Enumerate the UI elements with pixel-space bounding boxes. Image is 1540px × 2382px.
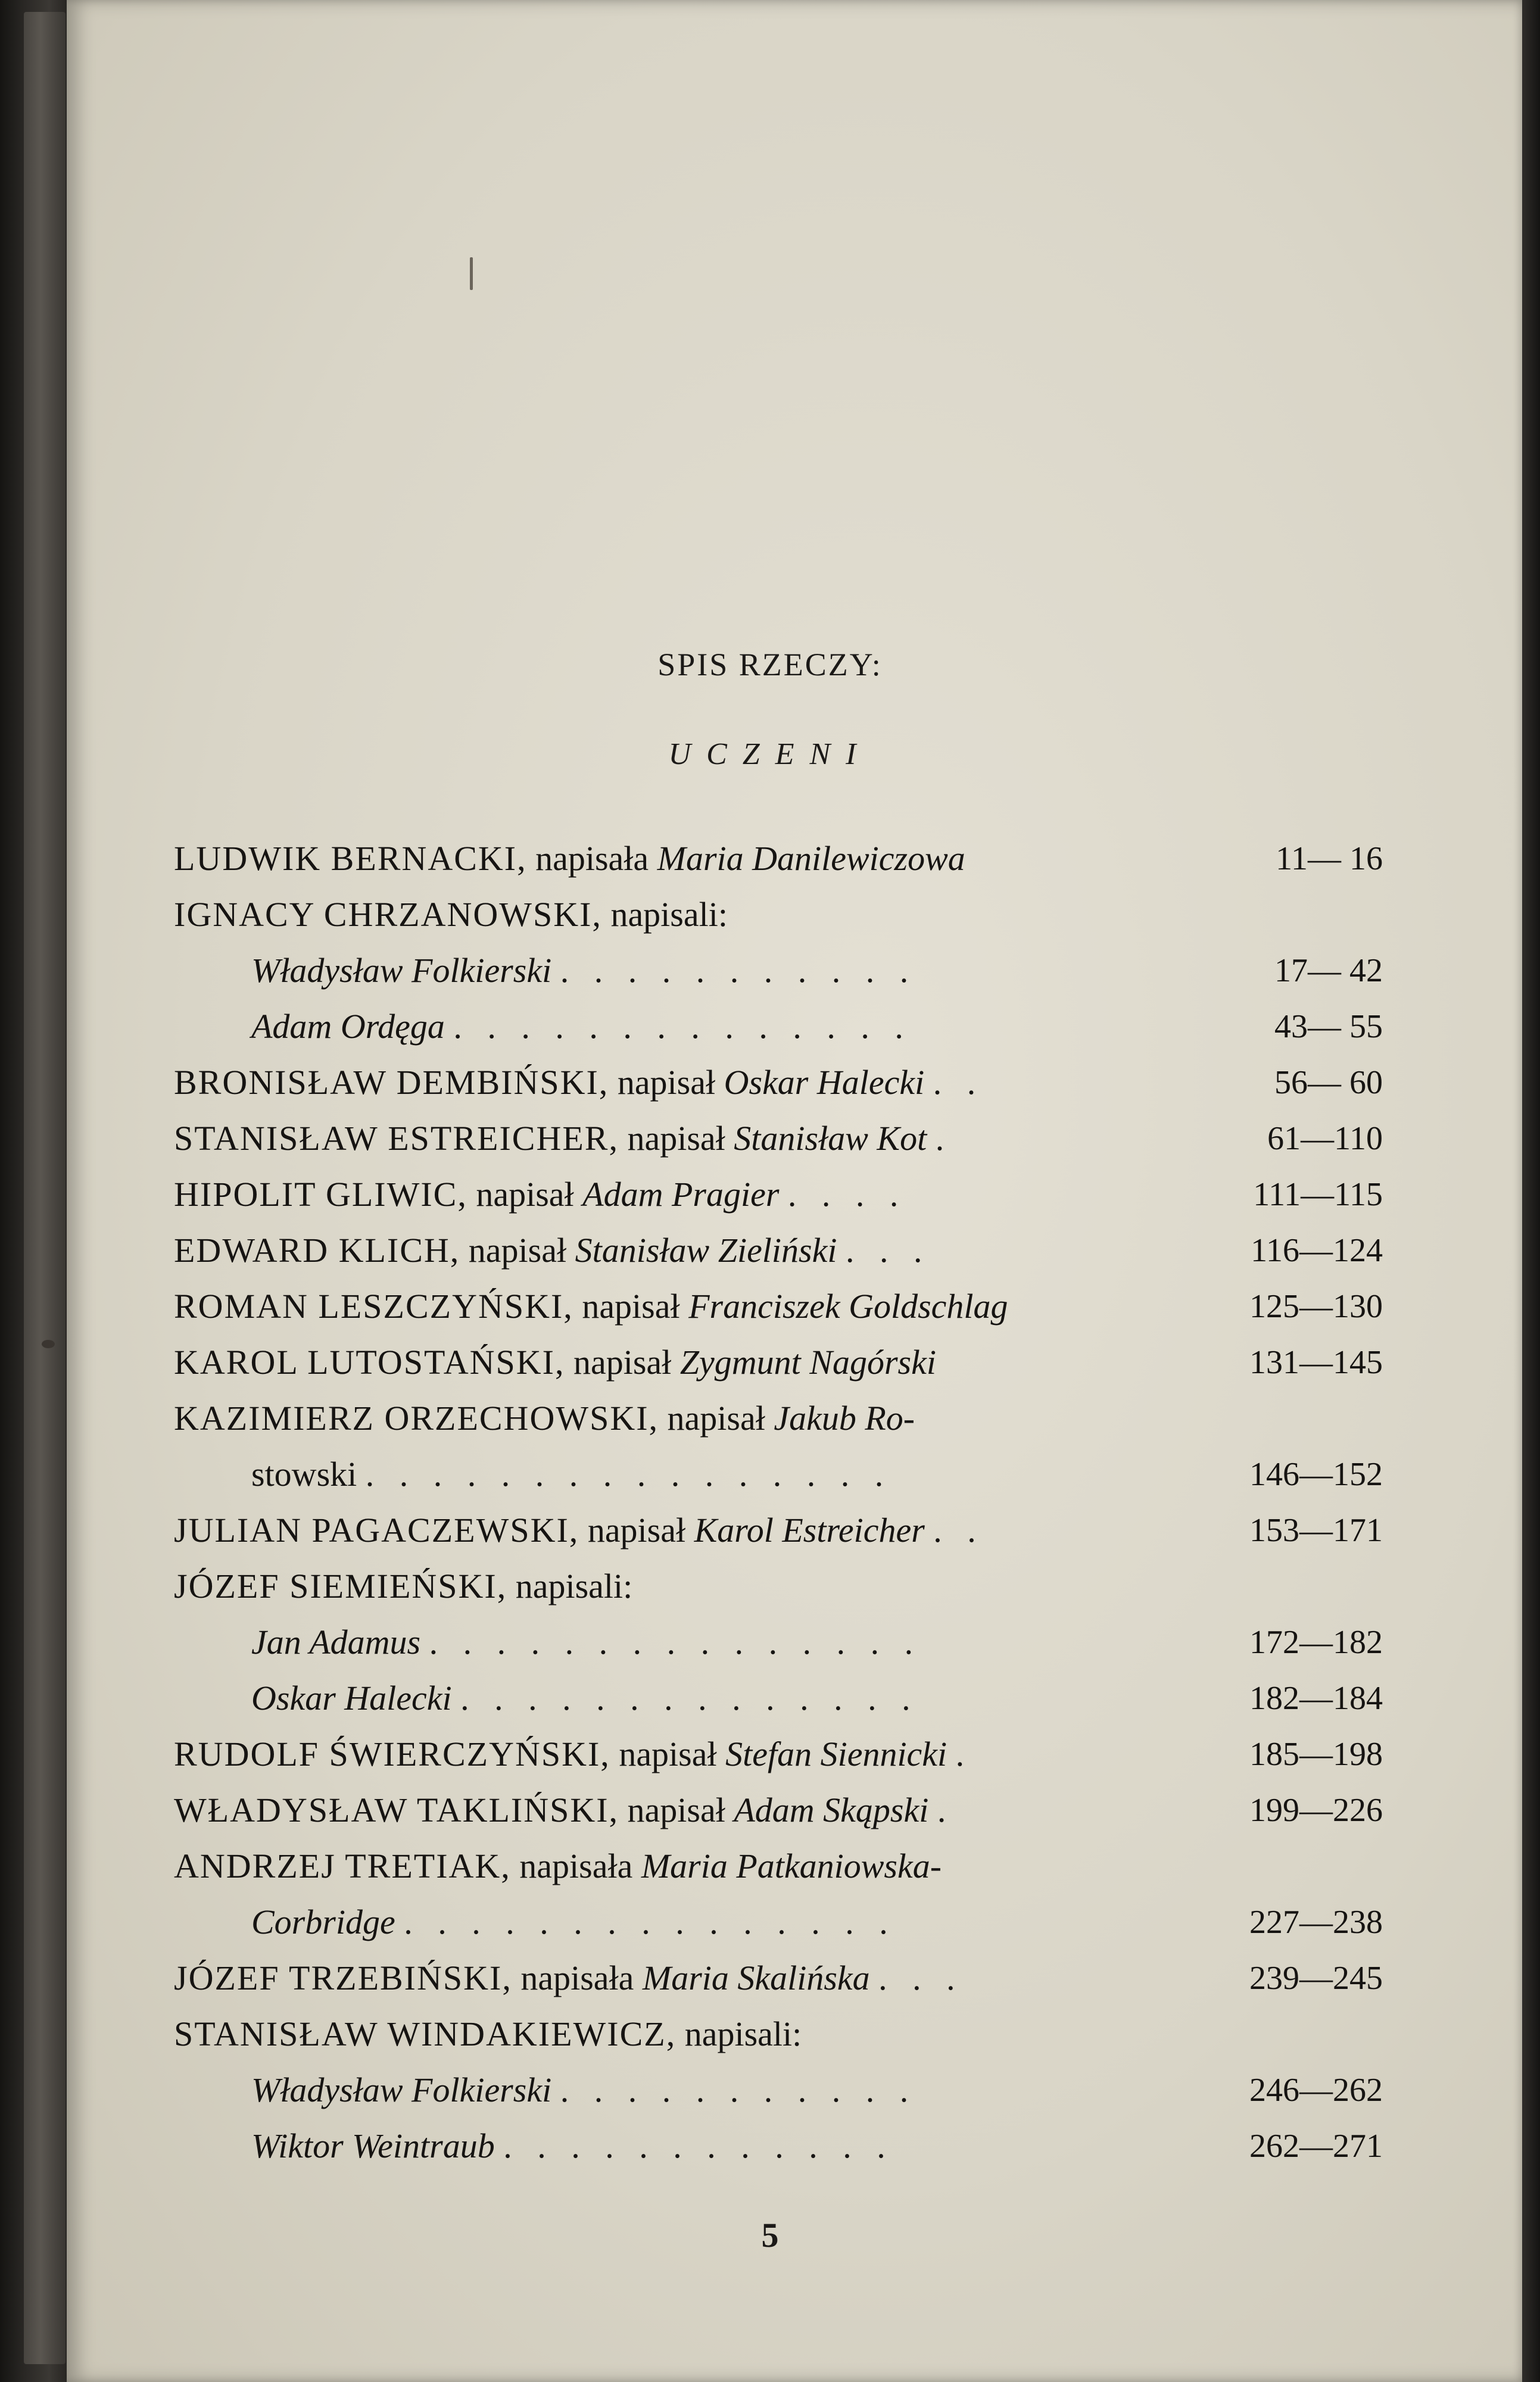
paper-spot [42,1340,55,1348]
toc-entry [174,999,1383,1055]
subject-name: HIPOLIT GLIWIC, [174,1175,467,1214]
page-range: 17— 42 [1274,952,1383,989]
authorship-verb: napisał [587,1511,686,1549]
leader-dots: . [935,1119,953,1158]
leader-dots: . . . . . . . . . . . . . . . . [365,1455,892,1494]
author-name: Jan Adamus [251,1623,421,1661]
subject-name: LUDWIK BERNACKI, [174,839,527,878]
page-edges [24,12,66,2364]
toc-entry [174,1558,1383,1614]
subject-name: KAZIMIERZ ORZECHOWSKI, [174,1399,659,1438]
subject-name: JULIAN PAGACZEWSKI, [174,1511,579,1549]
page-range: 11— 16 [1276,840,1383,877]
page-range: 246—262 [1249,2072,1383,2109]
author-name: Franciszek Goldschlag [688,1287,1008,1326]
subject-name: STANISŁAW ESTREICHER, [174,1119,619,1158]
toc-entry [174,1111,1383,1167]
toc-entry [174,831,1383,887]
toc-entry [174,1894,1383,1950]
page-range: 125—130 [1249,1288,1383,1325]
authorship-verb: napisał [617,1063,716,1102]
authorship-verb: napisał [627,1119,725,1158]
page-shadow [1522,0,1540,2382]
toc-entry-text [174,1279,1192,1335]
author-name: Stanisław Zieliński [575,1231,837,1270]
toc-entry-text [174,1558,1192,1614]
subject-name: WŁADYSŁAW TAKLIŃSKI, [174,1791,619,1829]
subject-name: JÓZEF TRZEBIŃSKI, [174,1959,512,1997]
author-name: Adam Skąpski [734,1791,929,1829]
page-range: 182—184 [1249,1680,1383,1717]
leader-dots: . . . . . . . . . . . . . . [453,1007,912,1046]
author-name: Jakub Ro- [774,1399,915,1438]
subject-name: KAROL LUTOSTAŃSKI, [174,1343,565,1382]
authorship-verb: napisał [667,1399,765,1438]
subject-name: RUDOLF ŚWIERCZYŃSKI, [174,1735,610,1773]
subject-name: JÓZEF SIEMIEŃSKI, [174,1567,507,1605]
leader-dots: . . . . . . . . . . . . [503,2127,894,2165]
toc-entry-text [174,1055,1192,1111]
toc-entry [174,1782,1383,1838]
toc-entry-text [174,1614,1192,1670]
toc-entry-text [174,1670,1192,1726]
section-heading: UCZENI [668,737,872,771]
toc-entry [174,2118,1383,2174]
authorship-verb: napisali: [684,2015,802,2053]
authorship-verb: napisał [476,1175,574,1214]
toc-entry [174,2062,1383,2118]
page-range: 262—271 [1249,2128,1383,2165]
toc-entry [174,2006,1383,2062]
leader-dots: . [937,1791,955,1829]
author-name: Władysław Folkierski [251,951,552,990]
author-name: Corbridge [251,1903,395,1941]
toc-entry-text [174,1390,1192,1446]
authorship-verb: napisali: [610,895,728,934]
toc-entry-text [174,831,1192,887]
toc-title: SPIS RZECZY: [657,647,883,682]
toc-entry [174,1614,1383,1670]
leader-dots: . . . [878,1959,964,1997]
authorship-verb: napisali: [515,1567,633,1605]
subject-name: IGNACY CHRZANOWSKI, [174,895,602,934]
page-range: 227—238 [1249,1904,1383,1941]
page-range: 153—171 [1249,1512,1383,1549]
subject-name: BRONISŁAW DEMBIŃSKI, [174,1063,609,1102]
toc-entry-text [174,2006,1192,2062]
authorship-verb: napisał [627,1791,725,1829]
toc-entry-text [174,1502,1192,1558]
authorship-verb: napisał [468,1231,567,1270]
author-name: Władysław Folkierski [251,2071,552,2109]
toc-entry [174,1167,1383,1223]
page-range: 116—124 [1251,1232,1383,1269]
toc-entry [174,1335,1383,1390]
page-range: 111—115 [1253,1176,1383,1213]
toc-entry-text [174,943,1192,999]
toc-entry [174,1223,1383,1279]
author-name: Wiktor Weintraub [251,2127,495,2165]
toc-entry-text [174,1335,1192,1390]
table-of-contents [174,831,1383,2174]
author-name: Adam Pragier [582,1175,780,1214]
subject-name: ROMAN LESZCZYŃSKI, [174,1287,573,1326]
leader-dots: . . . . [787,1175,907,1214]
authorship-verb: stowski [251,1455,357,1494]
toc-entry-text [174,1446,1192,1502]
toc-entry-text [174,1223,1192,1279]
page-range: 61—110 [1267,1120,1383,1157]
toc-entry [174,1726,1383,1782]
toc-entry [174,1670,1383,1726]
leader-dots: . . [933,1511,984,1549]
toc-entry [174,1055,1383,1111]
leader-dots: . . [933,1063,984,1102]
author-name: Stanisław Kot [734,1119,927,1158]
page-range: 146—152 [1249,1456,1383,1493]
toc-entry [174,1838,1383,1894]
paper-mark [470,257,473,290]
page-range: 239—245 [1249,1960,1383,1997]
page-range: 185—198 [1249,1736,1383,1773]
leader-dots: . . . . . . . . . . . . . . . [429,1623,922,1661]
authorship-verb: napisała [519,1847,633,1885]
authorship-verb: napisała [535,839,649,878]
toc-entry-text [174,2062,1192,2118]
leader-dots: . . . . . . . . . . . [560,951,917,990]
author-name: Oskar Halecki [724,1063,925,1102]
author-name: Maria Patkaniowska- [641,1847,942,1885]
author-name: Karol Estreicher [694,1511,925,1549]
author-name: Stefan Siennicki [725,1735,947,1773]
toc-entry-text [174,1167,1192,1223]
toc-entry-text [174,1111,1192,1167]
subject-name: ANDRZEJ TRETIAK, [174,1847,511,1885]
leader-dots: . [955,1735,973,1773]
subject-name: EDWARD KLICH, [174,1231,460,1270]
toc-entry [174,943,1383,999]
subject-name: STANISŁAW WINDAKIEWICZ, [174,2015,677,2053]
authorship-verb: napisał [619,1735,717,1773]
toc-entry-text [174,999,1192,1055]
leader-dots: . . . [845,1231,931,1270]
page-range: 56— 60 [1274,1064,1383,1101]
toc-entry [174,1446,1383,1502]
page-range: 43— 55 [1274,1008,1383,1045]
toc-entry-text [174,2118,1192,2174]
authorship-verb: napisał [573,1343,672,1382]
leader-dots: . . . . . . . . . . . . . . . [404,1903,896,1941]
toc-entry-text [174,1950,1192,2006]
page-range: 131—145 [1249,1344,1383,1381]
page-range: 172—182 [1249,1624,1383,1661]
author-name: Zygmunt Nagórski [679,1343,936,1382]
page-range: 199—226 [1249,1792,1383,1829]
toc-entry [174,887,1383,943]
toc-entry-text [174,1838,1192,1894]
author-name: Oskar Halecki [251,1679,452,1717]
toc-entry-text [174,1894,1192,1950]
toc-entry-text [174,1726,1192,1782]
author-name: Maria Danilewiczowa [657,839,965,878]
toc-entry-text [174,1782,1192,1838]
leader-dots: . . . . . . . . . . . [560,2071,917,2109]
toc-entry-text [174,887,1192,943]
book-binding [0,0,70,2382]
leader-dots: . . . . . . . . . . . . . . [460,1679,919,1717]
author-name: Maria Skalińska [642,1959,870,1997]
toc-entry [174,1950,1383,2006]
toc-entry [174,1279,1383,1335]
authorship-verb: napisał [582,1287,680,1326]
author-name: Adam Ordęga [251,1007,445,1046]
toc-entry [174,1390,1383,1446]
page-number: 5 [761,2216,779,2255]
authorship-verb: napisała [520,1959,634,1997]
toc-entry [174,1502,1383,1558]
